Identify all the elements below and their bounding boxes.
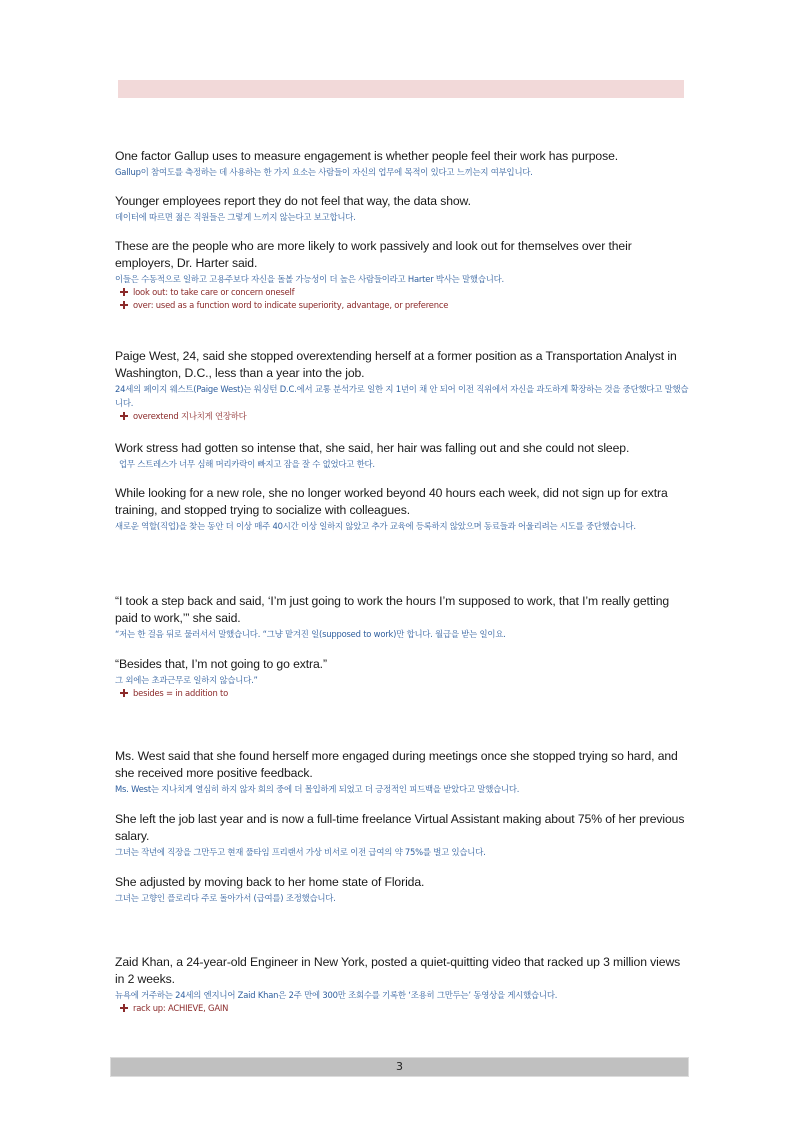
plus-icon bbox=[120, 689, 128, 697]
korean-translation: Gallup이 참여도를 측정하는 데 사용하는 한 가지 요소는 사람들이 자신의 업무에 목적이 있다고 느끼는지 여부입니다. bbox=[115, 167, 533, 177]
english-sentence: Younger employees report they do not feel that way, the data show. bbox=[115, 194, 471, 208]
vocab-note: over: used as a function word to indicate superiority, advantage, or preference bbox=[115, 299, 690, 312]
paragraph-10 bbox=[115, 811, 690, 859]
paragraph-5 bbox=[115, 440, 629, 471]
plus-icon bbox=[120, 301, 128, 309]
header-bar bbox=[118, 80, 684, 98]
korean-translation: Ms. West는 지나치게 열심히 하지 않자 회의 중에 더 몰입하게 되었고 더 긍정적인 피드백을 받았다고 말했습니다. bbox=[115, 784, 520, 794]
vocab-note: rack up: ACHIEVE, GAIN bbox=[115, 1002, 690, 1015]
plus-icon bbox=[120, 288, 128, 296]
english-sentence: While looking for a new role, she no longer worked beyond 40 hours each week, did not sign up for extra training, and stopped trying to socialize with colleagues. bbox=[115, 486, 668, 517]
plus-icon bbox=[120, 1004, 128, 1012]
vocab-note: overextend 지나치게 연장하다 bbox=[115, 410, 690, 423]
paragraph-3 bbox=[115, 238, 690, 312]
korean-translation: 그 외에는 초과근무로 일하지 않습니다.” bbox=[115, 675, 258, 685]
paragraph-8 bbox=[115, 656, 327, 700]
english-sentence: “I took a step back and said, ‘I’m just going to work the hours I’m supposed to work, that I’m really getting paid to work,’” she said. bbox=[115, 594, 670, 625]
paragraph-1 bbox=[115, 148, 618, 179]
korean-translation: 이들은 수동적으로 일하고 고용주보다 자신을 돌볼 가능성이 더 높은 사람들이라고 Harter 박사는 말했습니다. bbox=[115, 274, 504, 284]
korean-translation: 데이터에 따르면 젊은 직원들은 그렇게 느끼지 않는다고 보고합니다. bbox=[115, 212, 356, 222]
english-sentence: She left the job last year and is now a full-time freelance Virtual Assistant making about 75% of her previous salary. bbox=[115, 812, 685, 843]
english-sentence: These are the people who are more likely to work passively and look out for themselves over their employers, Dr. Harter said. bbox=[115, 239, 632, 270]
paragraph-7 bbox=[115, 593, 690, 641]
korean-translation: 업무 스트레스가 너무 심해 머리카락이 빠지고 잠을 잘 수 없었다고 한다. bbox=[119, 459, 375, 469]
vocab-note: look out: to take care or concern oneself bbox=[115, 286, 690, 299]
paragraph-12 bbox=[115, 954, 690, 1015]
page-number: 3 bbox=[396, 1060, 403, 1073]
korean-translation: 24세의 페이지 웨스트(Paige West)는 워싱턴 D.C.에서 교통 분석가로 일한 지 1년이 채 안 되어 이전 직위에서 자신을 과도하게 확장하는 것을 중단했다고 말했습니다. bbox=[115, 384, 689, 408]
english-sentence: Work stress had gotten so intense that, she said, her hair was falling out and she could not sleep. bbox=[115, 441, 630, 455]
english-sentence: Zaid Khan, a 24-year-old Engineer in New York, posted a quiet-quitting video that racked up 3 million views in 2 weeks. bbox=[115, 955, 681, 986]
paragraph-2 bbox=[115, 193, 471, 224]
korean-translation: 그녀는 작년에 직장을 그만두고 현재 풀타임 프리랜서 가상 비서로 이전 급여의 약 75%를 벌고 있습니다. bbox=[115, 847, 486, 857]
english-sentence: One factor Gallup uses to measure engagement is whether people feel their work has purpose. bbox=[115, 149, 619, 163]
plus-icon bbox=[120, 412, 128, 420]
english-sentence: “Besides that, I’m not going to go extra.” bbox=[115, 657, 327, 671]
korean-translation: 뉴욕에 거주하는 24세의 엔지니어 Zaid Khan은 2주 만에 300만 조회수를 기록한 ‘조용히 그만두는’ 동영상을 게시했습니다. bbox=[115, 990, 558, 1000]
paragraph-4 bbox=[115, 348, 690, 423]
korean-translation: “저는 한 걸음 뒤로 물러서서 말했습니다. “그냥 맡겨진 일(supposed to work)만 합니다. 월급을 받는 일이요. bbox=[115, 629, 506, 639]
page-footer bbox=[110, 1057, 689, 1077]
english-sentence: She adjusted by moving back to her home state of Florida. bbox=[115, 875, 425, 889]
korean-translation: 그녀는 고향인 플로리다 주로 돌아가서 (급여를) 조정했습니다. bbox=[115, 893, 336, 903]
paragraph-9 bbox=[115, 748, 690, 796]
paragraph-11 bbox=[115, 874, 424, 905]
vocab-note: besides = in addition to bbox=[115, 687, 327, 700]
paragraph-6 bbox=[115, 485, 690, 533]
korean-translation: 새로운 역할(직업)을 찾는 동안 더 이상 매주 40시간 이상 일하지 않았고 추가 교육에 등록하지 않았으며 동료들과 어울리려는 시도를 중단했습니다. bbox=[115, 521, 636, 531]
english-sentence: Paige West, 24, said she stopped overextending herself at a former position as a Transportation Analyst in Washington, D.C., less than a year into the job. bbox=[115, 349, 677, 380]
english-sentence: Ms. West said that she found herself more engaged during meetings once she stopped trying so hard, and she received more positive feedback. bbox=[115, 749, 678, 780]
